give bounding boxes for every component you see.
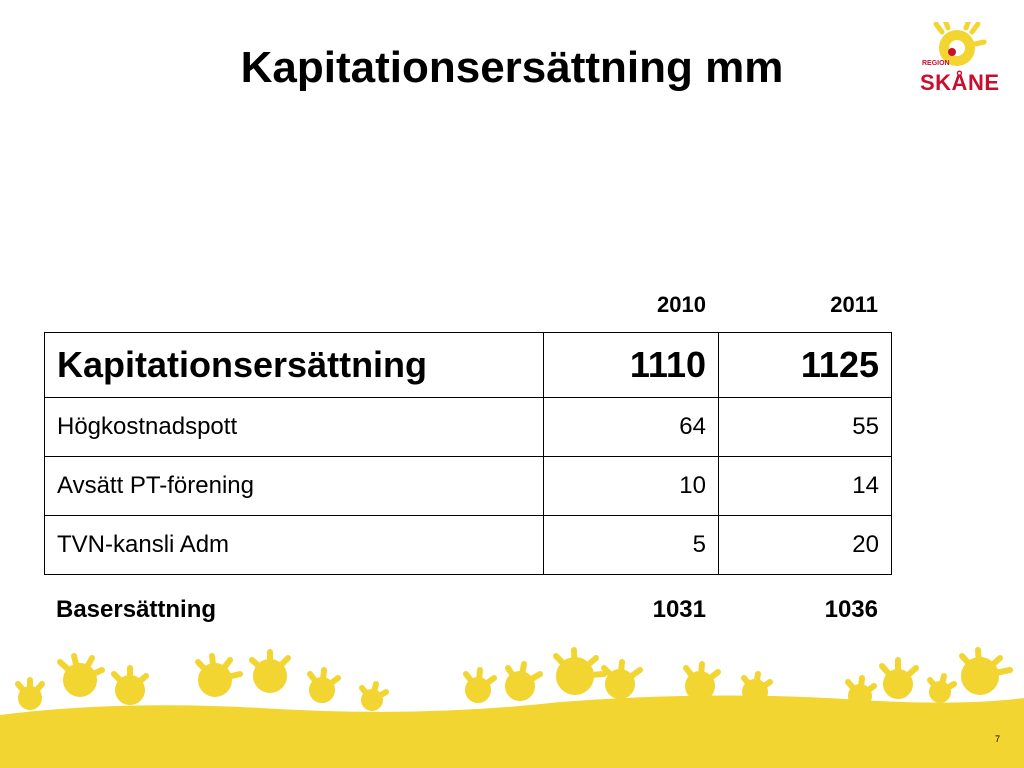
decorative-hands-footer-icon	[0, 640, 1024, 768]
total-2010: 1031	[652, 596, 706, 623]
table-row	[45, 398, 892, 457]
compensation-table	[44, 332, 892, 575]
cell-2011: 20	[719, 516, 892, 575]
cell-2011: 55	[719, 398, 892, 457]
total-label: Basersättning	[56, 596, 217, 623]
year-header-2010: 2010	[657, 292, 706, 317]
logo-skane-label: SKÅNE	[920, 70, 1000, 95]
cell-2011: 14	[719, 457, 892, 516]
cell-2011: 1125	[719, 333, 892, 398]
table-row	[45, 457, 892, 516]
row-label: Kapitationsersättning	[45, 333, 544, 398]
cell-2010: 10	[544, 457, 719, 516]
table-row	[45, 516, 892, 575]
row-label: Avsätt PT-förening	[45, 457, 544, 516]
year-header-2011: 2011	[830, 292, 878, 317]
cell-2010: 64	[544, 398, 719, 457]
cell-2010: 1110	[544, 333, 719, 398]
row-label: Högkostnadspott	[45, 398, 544, 457]
cell-2010: 5	[544, 516, 719, 575]
logo-region-label: REGION	[922, 60, 950, 67]
slide-title: Kapitationsersättning mm	[240, 43, 784, 92]
row-label: TVN-kansli Adm	[45, 516, 544, 575]
page-number: 7	[994, 734, 1000, 744]
total-2011: 1036	[824, 596, 878, 623]
table-row	[45, 333, 892, 398]
